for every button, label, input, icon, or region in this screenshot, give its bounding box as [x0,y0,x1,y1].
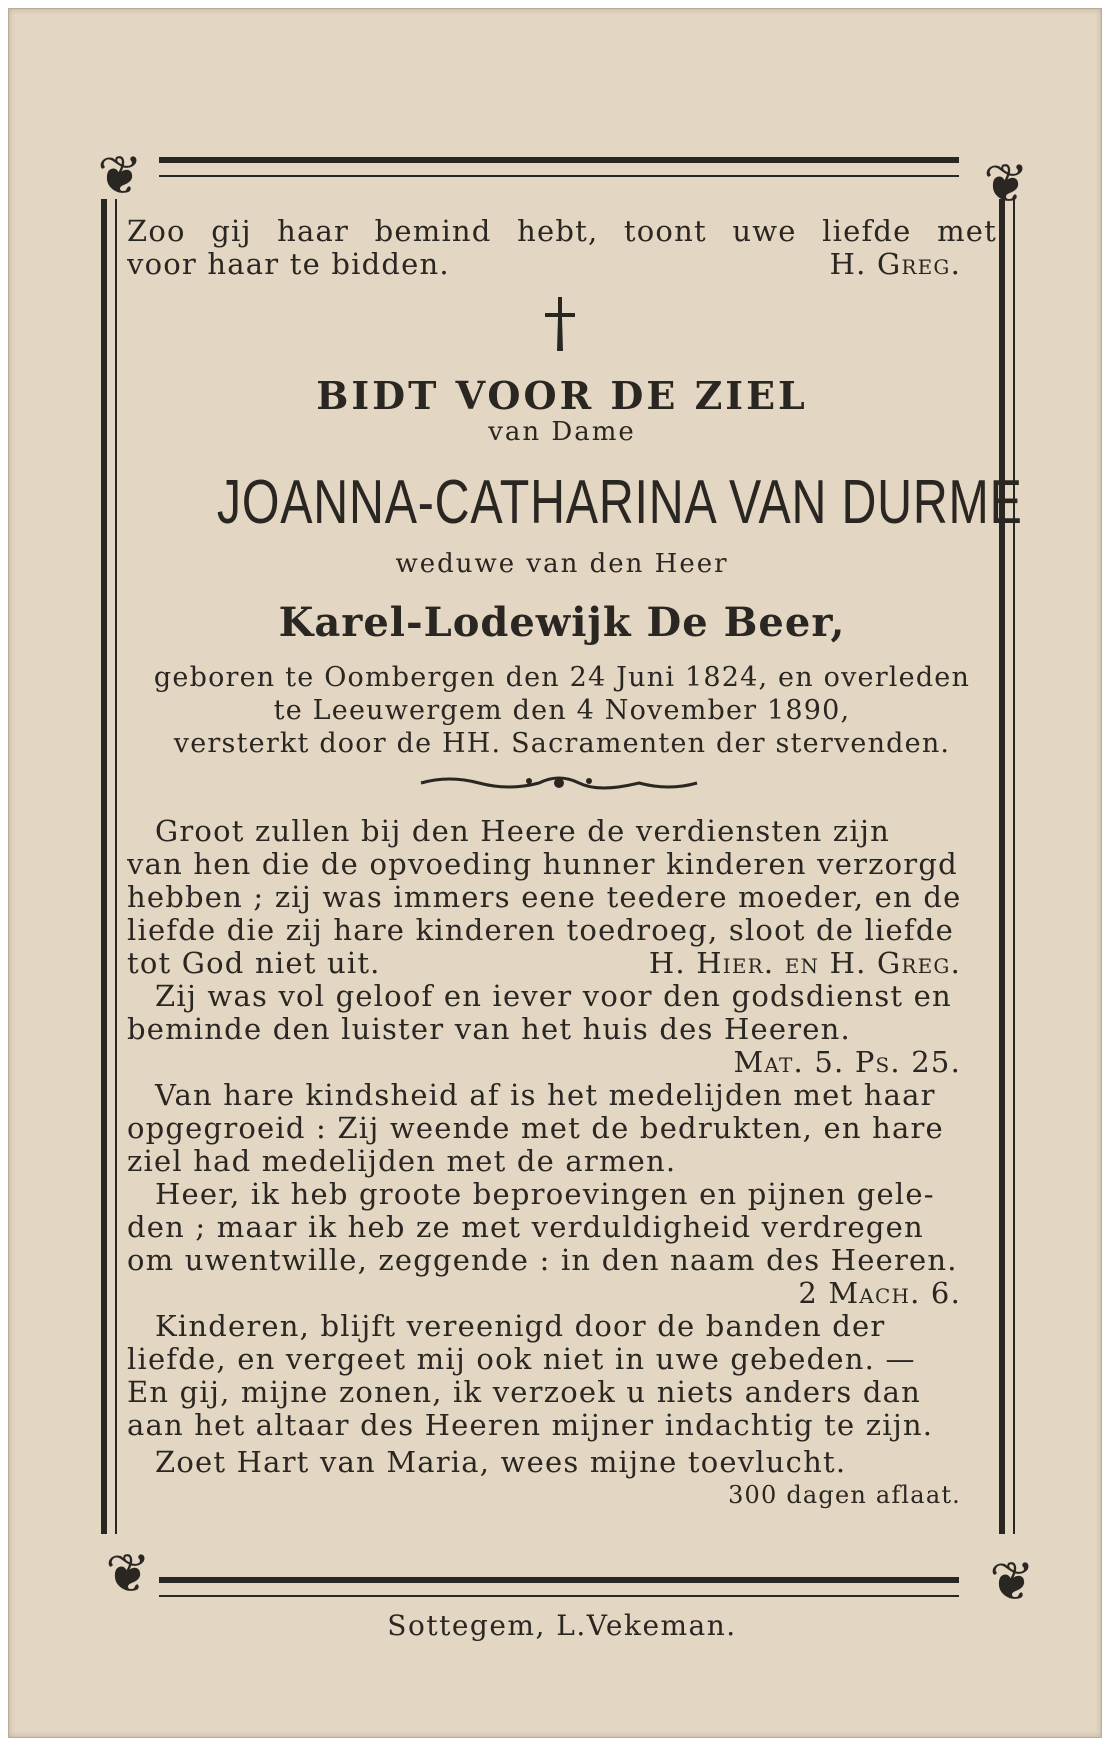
fleuron-corner-icon: ❦ [105,1542,151,1605]
indulgence: 300 dagen aflaat. [728,1481,961,1509]
epigraph-word: hebt, [517,215,599,248]
van-dame: van Dame [488,417,636,447]
deceased-name: JOANNA-CATHARINA VAN DURME [216,468,1023,537]
epigraph-word: bemind [374,215,492,248]
body-line: aan het altaar des Heeren mijner indachtig te zijn. [127,1409,934,1442]
body-line: liefde die zij hare kinderen toedroeg, sloot de liefde [127,914,954,947]
body-line: ziel had medelijden met de armen. [127,1145,677,1178]
latin-cross-icon [543,295,577,353]
widow-of: weduwe van den Heer [395,549,729,579]
frame-left-rule [101,199,117,1534]
body-line: Kinderen, blijft vereenigd door de banden der [155,1310,886,1343]
frame-top-rule [159,157,959,177]
epigraph-line-2 [127,248,997,281]
epigraph-word: toont [623,215,707,248]
epigraph-word: met [937,215,997,248]
body-line: Zij was vol geloof en iever voor den godsdienst en [155,980,952,1013]
epigraph-word: uwe [732,215,797,248]
birth-line-2: te Leeuwergem den 4 November 1890, [273,695,851,726]
epigraph-word: gij [211,215,252,248]
printer-imprint: Sottegem, L.Vekeman. [387,1609,737,1642]
epigraph [127,215,997,281]
body-line: van hen die de opvoeding hunner kinderen verzorgd [127,848,958,881]
body-attribution: Mat. 5. Ps. 25. [733,1046,961,1079]
epigraph-text: voor haar te bidden. [127,248,450,281]
birth-line-3: versterkt door de HH. Sacramenten der stervenden. [173,728,951,759]
epigraph-line-1 [127,215,997,248]
fleuron-corner-icon: ❦ [983,152,1029,215]
body-line [127,947,997,980]
fleuron-corner-icon: ❦ [97,144,143,207]
body-attribution: H. Hier. en H. Greg. [648,947,961,980]
heading: BIDT VOOR DE ZIEL [316,373,808,418]
prayer-line: Zoet Hart van Maria, wees mijne toevlucht. [155,1446,847,1479]
fleuron-corner-icon: ❦ [989,1550,1035,1613]
body-line: opgegroeid : Zij weende met de bedrukten, en hare [127,1112,944,1145]
body-line: En gij, mijne zonen, ik verzoek u niets anders dan [127,1376,921,1409]
body-line: Groot zullen bij den Heere de verdiensten zijn [155,815,890,848]
birth-death-info [127,661,997,760]
body-attribution: 2 Mach. 6. [798,1277,961,1310]
body-line: Van hare kindsheid af is het medelijden met haar [155,1079,936,1112]
frame-bottom-rule [159,1577,959,1597]
epigraph-word: Zoo [127,215,186,248]
husband-name: Karel-Lodewijk De Beer, [278,599,846,646]
body-line: beminde den luister van het huis des Heeren. [127,1013,851,1046]
birth-line-1: geboren te Oombergen den 24 Juni 1824, en overleden [153,662,971,693]
epigraph-word: liefde [822,215,912,248]
body-line: hebben ; zij was immers eene teedere moeder, en de [127,881,962,914]
memorial-card [8,8,1102,1738]
frame-right-rule [999,199,1015,1534]
body-line: Heer, ik heb groote beproevingen en pijnen gele- [155,1178,935,1211]
body-line: liefde, en vergeet mij ook niet in uwe gebeden. — [127,1343,916,1376]
epigraph-word: haar [277,215,350,248]
body-text [127,815,997,1512]
body-line: den ; maar ik heb ze met verduldigheid verdregen [127,1211,924,1244]
body-text-span: tot God niet uit. [127,947,381,980]
body-line: om uwentwille, zeggende : in den naam des Heeren. [127,1244,958,1277]
ornamental-divider-icon [419,771,699,795]
epigraph-attribution: H. Greg. [829,248,961,281]
